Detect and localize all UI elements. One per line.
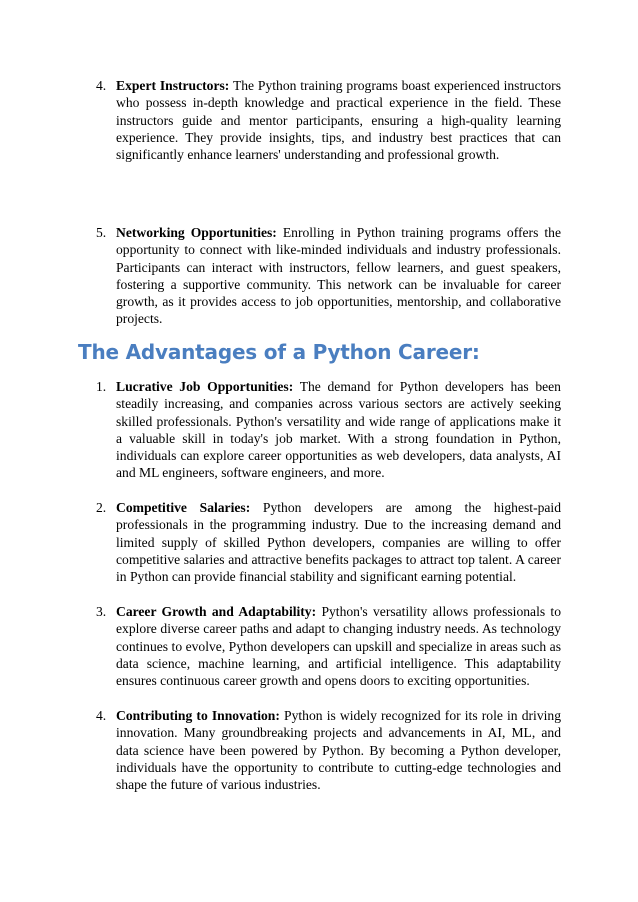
list-item-text — [116, 603, 561, 689]
list-item-text — [116, 77, 561, 163]
list-item-title: Lucrative Job Opportunities: — [116, 379, 294, 394]
list-item-text — [116, 224, 561, 328]
list-item-body: The demand for Python developers has been steadily increasing, and companies across various sectors are actively seeking skilled professionals. Python's versatility and wide range of applications make it a valuable skill in today's job market. With a strong foundation in Python, individuals can explore career opportunities as web developers, data analysts, AI and ML engineers, software engineers, and more. — [116, 379, 561, 481]
list-item-body: The Python training programs boast experienced instructors who possess in-depth knowledge and practical experience in the field. These instructors guide and mentor participants, ensuring a high-quality learning experience. They provide insights, tips, and industry best practices that can significantly enhance learners' understanding and professional growth. — [116, 78, 561, 163]
list-item-number: 4. — [96, 708, 107, 723]
list-item-title: Career Growth and Adaptability: — [116, 604, 317, 619]
list-item-number: 2. — [96, 500, 107, 515]
list-item-body: Enrolling in Python training programs offers the opportunity to connect with like-minded individuals and industry professionals. Participants can interact with instructors, fellow learners, and guest speakers, fostering a supportive community. This network can be invaluable for career growth, as it provides access to job opportunities, mentorship, and collaborative projects. — [116, 225, 561, 327]
list-item-text — [116, 707, 561, 793]
list-item-number: 4. — [96, 78, 107, 93]
list-item-title: Networking Opportunities: — [116, 225, 277, 240]
list-item-title: Contributing to Innovation: — [116, 708, 280, 723]
list-item-title: Expert Instructors: — [116, 78, 230, 93]
list-item-title: Competitive Salaries: — [116, 500, 251, 515]
list-item-text — [116, 378, 561, 482]
list-item-body: Python's versatility allows professionals to explore diverse career paths and adapt to changing industry needs. As technology continues to evolve, Python developers can upskill and specialize in areas such as data science, machine learning, and artificial intelligence. This adaptability ensures continuous career growth and opens doors to exciting opportunities. — [116, 604, 561, 689]
list-item-body: Python is widely recognized for its role in driving innovation. Many groundbreaking projects and advancements in AI, ML, and data science have been powered by Python. By becoming a Python developer, individuals have the opportunity to contribute to cutting-edge technologies and shape the future of various industries. — [116, 708, 562, 793]
list-item-number: 1. — [96, 379, 107, 394]
list-item-number: 3. — [96, 604, 107, 619]
list-item-number: 5. — [96, 225, 107, 240]
list-item-text — [116, 499, 561, 585]
section-heading: The Advantages of a Python Career: — [78, 340, 480, 364]
list-item-body: Python developers are among the highest-paid professionals in the programming industry. Due to the increasing demand and limited supply of skilled Python developers, companies are willing to offer competitive salaries and attractive benefits packages to attract top talent. A career in Python can provide financial stability and significant earning potential. — [116, 500, 562, 585]
